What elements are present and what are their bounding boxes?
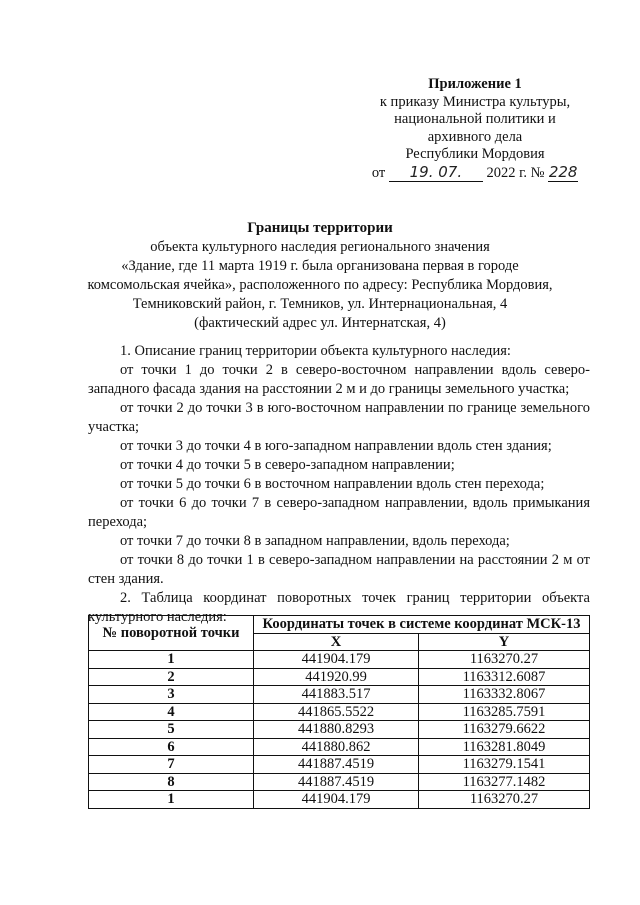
- table-row: [89, 773, 590, 791]
- title-line: (фактический адрес ул. Интернатская, 4): [194, 315, 446, 331]
- point-number: 1: [89, 791, 254, 809]
- x-value: 441887.4519: [254, 773, 419, 791]
- appendix-line: к приказу Министра культуры,: [379, 93, 571, 110]
- date-prefix: от: [371, 164, 386, 181]
- boundary-description: [88, 342, 590, 627]
- paragraph: от точки 8 до точки 1 в северо-западном направлении на расстоянии 2 м от стен здания.: [88, 552, 590, 587]
- header-coordinates: Координаты точек в системе координат МСК-13: [254, 616, 590, 634]
- appendix-header: [355, 76, 595, 182]
- year-text: 2022 г. №: [486, 164, 545, 181]
- y-value: 1163332.8067: [419, 686, 590, 704]
- y-value: 1163312.6087: [419, 668, 590, 686]
- table-row: [89, 721, 590, 739]
- y-value: 1163279.1541: [419, 756, 590, 774]
- appendix-line: национальной политики и: [394, 111, 556, 127]
- paragraph: 2. Таблица координат поворотных точек границ территории объекта культурного наследия:: [88, 590, 590, 625]
- appendix-title: Приложение 1: [428, 76, 522, 92]
- table-row: [89, 651, 590, 669]
- point-number: 2: [89, 668, 254, 686]
- y-value: 1163270.27: [419, 791, 590, 809]
- paragraph: от точки 2 до точки 3 в юго-восточном направлении по границе земельного участка;: [88, 400, 590, 435]
- point-number: 5: [89, 721, 254, 739]
- header-point-number: № поворотной точки: [89, 616, 254, 651]
- appendix-line: архивного дела: [427, 128, 523, 145]
- point-number: 6: [89, 738, 254, 756]
- header-y: Y: [419, 633, 590, 651]
- point-number: 8: [89, 773, 254, 791]
- x-value: 441904.179: [254, 791, 419, 809]
- handwritten-date: 19. 07.: [389, 164, 483, 183]
- table-row: [89, 738, 590, 756]
- table-row: [89, 756, 590, 774]
- handwritten-number: 228: [548, 162, 578, 181]
- table-row: [89, 791, 590, 809]
- y-value: 1163279.6622: [419, 721, 590, 739]
- document-title: [70, 219, 570, 333]
- title-line: «Здание, где 11 марта 1919 г. была организована первая в городе: [121, 258, 519, 274]
- x-value: 441880.8293: [254, 721, 419, 739]
- y-value: 1163270.27: [419, 651, 590, 669]
- title-line: Темниковский район, г. Темников, ул. Интернациональная, 4: [132, 296, 508, 312]
- table-row: [89, 668, 590, 686]
- x-value: 441883.517: [254, 686, 419, 704]
- y-value: 1163285.7591: [419, 703, 590, 721]
- table-header-row: [89, 616, 590, 634]
- paragraph: от точки 4 до точки 5 в северо-западном направлении;: [120, 457, 455, 473]
- order-date-line: [355, 164, 595, 183]
- x-value: 441920.99: [254, 668, 419, 686]
- paragraph: от точки 1 до точки 2 в северо-восточном направлении вдоль северо-западного фасада здания на расстоянии 2 м и до границы земельного участка;: [88, 362, 590, 397]
- point-number: 7: [89, 756, 254, 774]
- header-x: X: [254, 633, 419, 651]
- x-value: 441904.179: [254, 651, 419, 669]
- paragraph: от точки 7 до точки 8 в западном направлении, вдоль перехода;: [120, 533, 510, 549]
- table-row: [89, 703, 590, 721]
- paragraph: от точки 6 до точки 7 в северо-западном направлении, вдоль примыкания перехода;: [88, 495, 590, 530]
- x-value: 441880.862: [254, 738, 419, 756]
- paragraph: 1. Описание границ территории объекта культурного наследия:: [120, 343, 511, 359]
- appendix-line: Республики Мордовия: [405, 146, 545, 162]
- y-value: 1163277.1482: [419, 773, 590, 791]
- y-value: 1163281.8049: [419, 738, 590, 756]
- paragraph: от точки 3 до точки 4 в юго-западном направлении вдоль стен здания;: [120, 438, 552, 454]
- table-row: [89, 686, 590, 704]
- coordinates-table: [88, 615, 590, 809]
- x-value: 441887.4519: [254, 756, 419, 774]
- paragraph: от точки 5 до точки 6 в восточном направлении вдоль стен перехода;: [120, 476, 545, 492]
- title-line: объекта культурного наследия регионального значения: [150, 239, 490, 255]
- point-number: 4: [89, 703, 254, 721]
- title-line: комсомольская ячейка», расположенного по адресу: Республика Мордовия,: [87, 277, 553, 293]
- x-value: 441865.5522: [254, 703, 419, 721]
- point-number: 1: [89, 651, 254, 669]
- point-number: 3: [89, 686, 254, 704]
- title-heading: Границы территории: [247, 220, 393, 236]
